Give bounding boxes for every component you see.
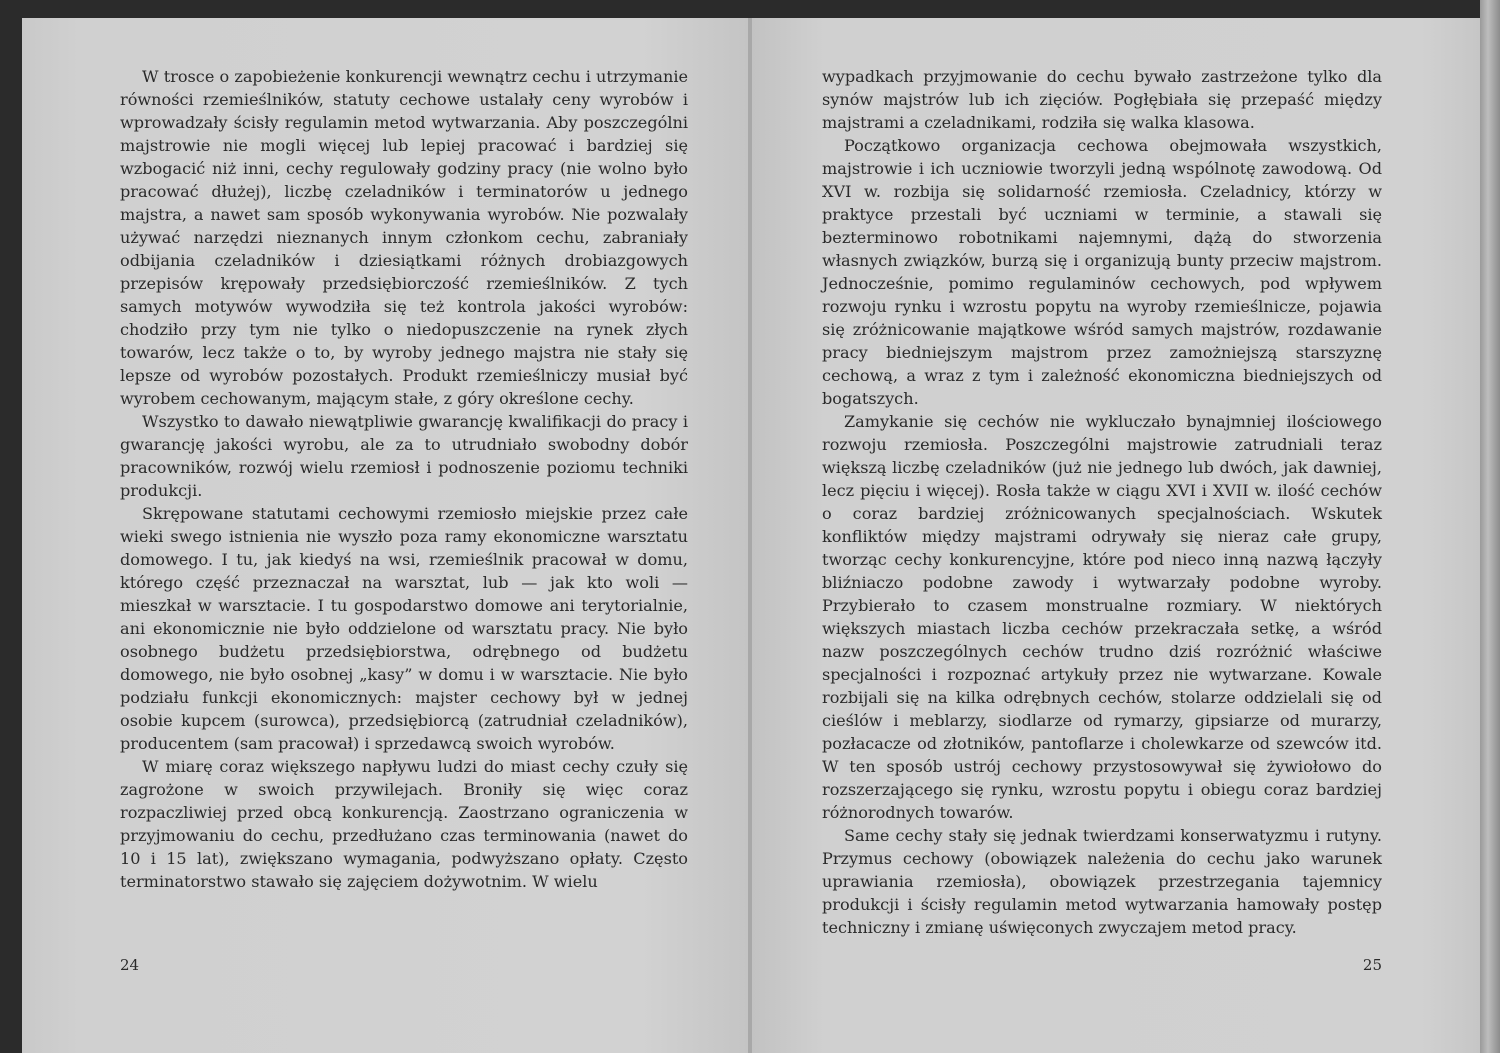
paragraph: W trosce o zapobieżenie konkurencji wewnątrz cechu i utrzymanie równości rzemieślników, statuty cechowe ustalały ceny wyrobów i wprowadzały ścisły regulamin metod wytwarzania. Aby poszczególni majstrowie nie mogli więcej lub lepiej pracować i bardziej się wzbogacić niż inni, cechy regulowały godziny pracy (nie wolno było pracować dłużej), liczbę czeladników i terminatorów u jednego majstra, a nawet sam sposób wykonywania wyrobów. Nie pozwalały używać narzędzi nieznanych innym członkom cechu, zabraniały odbijania czeladników i dziesiątkami różnych drobiazgowych przepisów krępowały przedsiębiorczość rzemieślników. Z tych samych motywów wywodziła się też kontrola jakości wyrobów: chodziło przy tym nie tylko o niedopuszczenie na rynek złych towarów, lecz także o to, by wyroby jednego majstra nie stały się lepsze od wyrobów pozostałych. Produkt rzemieślniczy musiał być wyrobem cechowanym, mającym stałe, z góry określone cechy. [120, 67, 688, 408]
paragraph: W miarę coraz większego napływu ludzi do miast cechy czuły się zagrożone w swoich przywilejach. Broniły się więc coraz rozpaczliwiej przed obcą konkurencją. Zaostrzano ograniczenia w przyjmowaniu do cechu, przedłużano czas terminowania (nawet do 10 i 15 lat), zwiększano wymagania, podwyższano opłaty. Często terminatorstwo stawało się zajęciem dożywotnim. W wielu [120, 757, 688, 891]
left-page-text [120, 65, 688, 893]
right-page-text [822, 65, 1382, 939]
paragraph: wypadkach przyjmowanie do cechu bywało zastrzeżone tylko dla synów majstrów lub ich zięciów. Pogłębiała się przepaść między majstrami a czeladnikami, rodziła się walka klasowa. [822, 67, 1382, 132]
right-page [752, 18, 1480, 1053]
paragraph: Początkowo organizacja cechowa obejmowała wszystkich, majstrowie i ich uczniowie tworzyli jedną wspólnotę zawodową. Od XVI w. rozbija się solidarność rzemiosła. Czeladnicy, którzy w praktyce przestali być uczniami w terminie, a stawali się bezterminowo robotnikami najemnymi, dążą do stworzenia własnych związków, burzą się i organizują bunty przeciw majstrom. Jednocześnie, pomimo regulaminów cechowych, pod wpływem rozwoju rynku i wzrostu popytu na wyroby rzemieślnicze, pojawia się zróżnicowanie majątkowe wśród samych majstrów, rozdawanie pracy biedniejszym majstrom przez zamożniejszą starszyznę cechową, a wraz z tym i zależność ekonomiczna biedniejszych od bogatszych. [822, 136, 1382, 408]
paragraph: Skrępowane statutami cechowymi rzemiosło miejskie przez całe wieki swego istnienia nie wyszło poza ramy ekonomiczne warsztatu domowego. I tu, jak kiedyś na wsi, rzemieślnik pracował w domu, którego część przeznaczał na warsztat, lub — jak kto woli — mieszkał w warsztacie. I tu gospodarstwo domowe ani terytorialnie, ani ekonomicznie nie było oddzielone od warsztatu pracy. Nie było osobnego budżetu przedsiębiorstwa, odrębnego od budżetu domowego, nie było osobnej „kasy” w domu i w warsztacie. Nie było podziału funkcji ekonomicznych: majster cechowy był w jednej osobie kupcem (surowca), przedsiębiorcą (zatrudniał czeladników), producentem (sam pracował) i sprzedawcą swoich wyrobów. [120, 504, 688, 753]
paragraph: Same cechy stały się jednak twierdzami konserwatyzmu i rutyny. Przymus cechowy (obowiązek należenia do cechu jako warunek uprawiania rzemiosła), obowiązek przestrzegania tajemnicy produkcji i ścisły regulamin metod wytwarzania hamowały postęp techniczny i zmianę uświęconych zwyczajem metod pracy. [822, 826, 1382, 937]
page-number-left: 24 [120, 956, 140, 974]
page-edge [1480, 0, 1500, 1053]
left-page [22, 18, 750, 1053]
paragraph: Wszystko to dawało niewątpliwie gwarancję kwalifikacji do pracy i gwarancję jakości wyrobu, ale za to utrudniało swobodny dobór pracowników, rozwój wielu rzemiosł i podnoszenie poziomu techniki produkcji. [120, 412, 688, 500]
paragraph: Zamykanie się cechów nie wykluczało bynajmniej ilościowego rozwoju rzemiosła. Poszczególni majstrowie zatrudniali teraz większą liczbę czeladników (już nie jednego lub dwóch, jak dawniej, lecz pięciu i więcej). Rosła także w ciągu XVI i XVII w. ilość cechów o coraz bardziej zróżnicowanych specjalnościach. Wskutek konfliktów między majstrami odrywały się nieraz całe grupy, tworząc cechy konkurencyjne, które pod nieco inną nazwą łączyły bliźniaczo podobne zawody i wytwarzały podobne wyroby. Przybierało to czasem monstrualne rozmiary. W niektórych większych miastach liczba cechów przekraczała setkę, a wśród nazw poszczególnych cechów trudno dziś rozróżnić właściwe specjalności i rozpoznać artykuły przez nie wytwarzane. Kowale rozbijali się na kilka odrębnych cechów, stolarze oddzielali się od cieślów i meblarzy, siodlarze od rymarzy, gipsiarze od murarzy, pozłacacze od złotników, pantoflarze i cholewkarze od szewców itd. W ten sposób ustrój cechowy przystosowywał się żywiołowo do rozszerzającego się rynku, wzrostu popytu i obiegu coraz bardziej różnorodnych towarów. [822, 412, 1382, 822]
page-number-right: 25 [1362, 956, 1382, 974]
